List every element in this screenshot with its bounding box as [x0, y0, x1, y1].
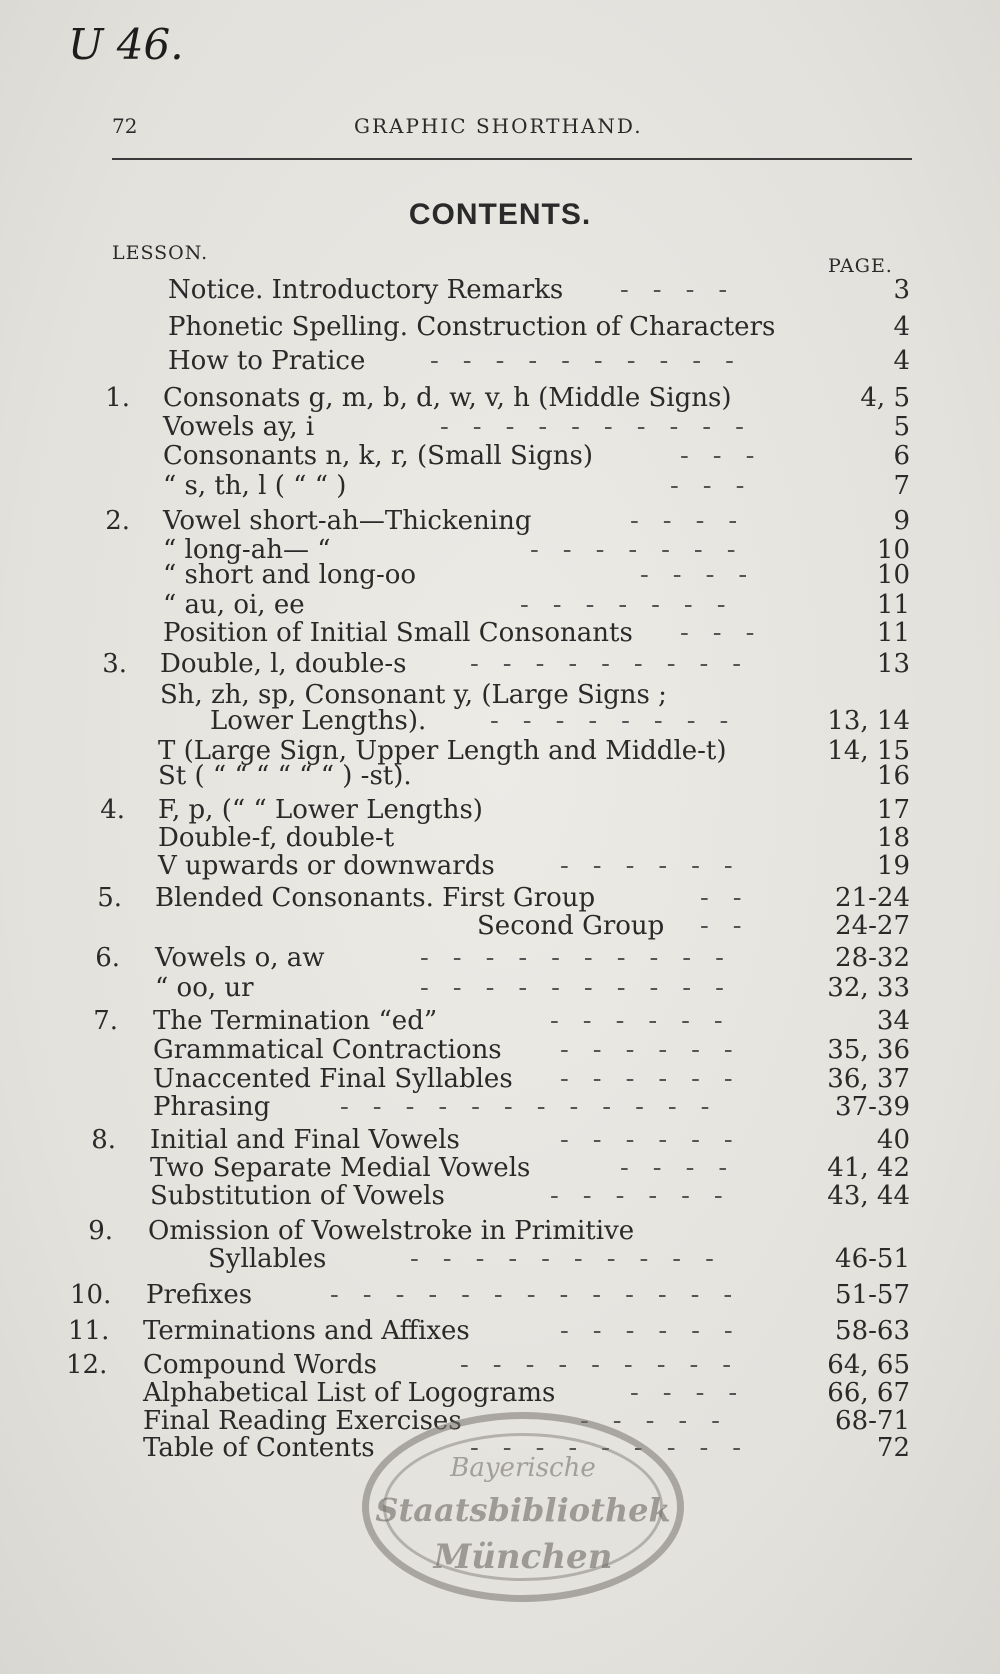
dot-leader: -- — [700, 883, 766, 913]
toc-entry-text: Position of Initial Small Consonants — [163, 618, 633, 648]
toc-entry-text: Consonats g, m, b, d, w, v, h (Middle Signs) — [163, 383, 732, 413]
toc-entry-text: Final Reading Exercises — [143, 1406, 462, 1436]
dot-leader: --- — [680, 618, 779, 648]
toc-entry-text: Grammatical Contractions — [153, 1035, 502, 1065]
lesson-number: 1. — [105, 383, 130, 413]
toc-entry-text: Omission of Vowelstroke in Primitive — [148, 1216, 635, 1246]
dot-leader: --------- — [470, 1433, 766, 1463]
toc-entry-text: Second Group — [477, 911, 665, 941]
toc-entry-text: Compound Words — [143, 1350, 377, 1380]
dot-leader: ------- — [530, 535, 760, 565]
page-reference: 17 — [876, 795, 910, 825]
page-reference: 5 — [893, 412, 910, 442]
toc-row — [0, 275, 1000, 305]
page-reference: 3 — [893, 275, 910, 305]
page-reference: 9 — [893, 506, 910, 536]
toc-row — [0, 649, 1000, 679]
page-reference: 46-51 — [835, 1244, 910, 1274]
toc-row — [0, 1153, 1000, 1183]
toc-entry-text: Vowel short-ah—Thickening — [163, 506, 532, 536]
lesson-number: 9. — [88, 1216, 113, 1246]
stamp-line-2: Staatsbibliothek — [375, 1491, 671, 1529]
dot-leader: ---- — [620, 1153, 752, 1183]
toc-entry-text: Sh, zh, sp, Consonant y, (Large Signs ; — [160, 680, 667, 710]
page-reference: 4, 5 — [860, 383, 910, 413]
toc-row — [0, 346, 1000, 376]
page-reference: 11 — [876, 590, 910, 620]
toc-entry-text: Syllables — [208, 1244, 327, 1274]
toc-row — [0, 795, 1000, 825]
toc-entry-text: Phrasing — [153, 1092, 271, 1122]
page-reference: 40 — [876, 1125, 910, 1155]
toc-entry-text: Vowels ay, i — [163, 412, 315, 442]
toc-entry-text: Substitution of Vowels — [150, 1181, 445, 1211]
toc-row — [0, 412, 1000, 442]
lesson-number: 7. — [93, 1006, 118, 1036]
toc-row — [0, 1216, 1000, 1246]
toc-entry-text: Table of Contents — [143, 1433, 375, 1463]
toc-row — [0, 883, 1000, 913]
toc-row — [0, 761, 1000, 791]
dot-leader: ---------- — [420, 973, 748, 1003]
stamp-line-3: München — [433, 1537, 613, 1577]
toc-row — [0, 943, 1000, 973]
dot-leader: ------ — [550, 1181, 747, 1211]
toc-row — [0, 911, 1000, 941]
contents-title: CONTENTS. — [408, 198, 592, 231]
page-reference: 13 — [876, 649, 910, 679]
toc-entry-text: Unaccented Final Syllables — [153, 1064, 513, 1094]
toc-entry-text: Initial and Final Vowels — [150, 1125, 460, 1155]
toc-entry-text: V upwards or downwards — [158, 851, 495, 881]
dot-leader: --------- — [460, 1350, 756, 1380]
toc-row — [0, 1378, 1000, 1408]
toc-row — [0, 1244, 1000, 1274]
toc-entry-text: Double, l, double-s — [160, 649, 407, 679]
toc-entry-text: Blended Consonants. First Group — [155, 883, 596, 913]
page-reference: 19 — [876, 851, 910, 881]
toc-entry-text: Consonants n, k, r, (Small Signs) — [163, 441, 594, 471]
toc-row — [0, 618, 1000, 648]
toc-entry-text: Prefixes — [146, 1280, 253, 1310]
toc-entry-text: Two Separate Medial Vowels — [150, 1153, 531, 1183]
handwritten-shelfmark: U 46. — [68, 20, 184, 69]
dot-leader: ---------- — [420, 943, 748, 973]
page-reference: 58-63 — [835, 1316, 910, 1346]
toc-row — [0, 1125, 1000, 1155]
toc-row — [0, 706, 1000, 736]
toc-entry-text: Lower Lengths). — [210, 706, 427, 736]
dot-leader: -- — [700, 911, 766, 941]
page-reference: 4 — [893, 346, 910, 376]
toc-row — [0, 1181, 1000, 1211]
page-number: 72 — [112, 114, 138, 138]
page-column-heading: PAGE. — [828, 255, 893, 277]
dot-leader: --------- — [470, 649, 766, 679]
page-reference: 32, 33 — [827, 973, 910, 1003]
dot-leader: ------------ — [340, 1092, 734, 1122]
toc-row — [0, 1064, 1000, 1094]
lesson-number: 4. — [100, 795, 125, 825]
page-reference: 68-71 — [835, 1406, 910, 1436]
page-reference: 18 — [876, 823, 910, 853]
dot-leader: ---- — [620, 275, 752, 305]
page-reference: 16 — [876, 761, 910, 791]
page-reference: 24-27 — [835, 911, 910, 941]
lesson-number: 12. — [66, 1350, 108, 1380]
toc-row — [0, 560, 1000, 590]
page-reference: 28-32 — [835, 943, 910, 973]
page-reference: 11 — [876, 618, 910, 648]
toc-entry-text: F, p, (“ “ Lower Lengths) — [158, 795, 483, 825]
toc-entry-text: Phonetic Spelling. Construction of Characters — [168, 312, 776, 342]
page-reference: 41, 42 — [827, 1153, 910, 1183]
toc-row — [0, 506, 1000, 536]
toc-row — [0, 590, 1000, 620]
dot-leader: ---------- — [430, 346, 758, 376]
toc-row — [0, 441, 1000, 471]
lesson-number: 8. — [91, 1125, 116, 1155]
dot-leader: ------ — [560, 851, 757, 881]
toc-row — [0, 312, 1000, 342]
toc-row — [0, 383, 1000, 413]
toc-row — [0, 1316, 1000, 1346]
dot-leader: ------ — [560, 1064, 757, 1094]
lesson-column-heading: LESSON. — [112, 242, 209, 264]
page-reference: 66, 67 — [827, 1378, 910, 1408]
dot-leader: ----- — [580, 1406, 744, 1436]
dot-leader: ---------- — [410, 1244, 738, 1274]
page-reference: 21-24 — [835, 883, 910, 913]
page-reference: 36, 37 — [827, 1064, 910, 1094]
dot-leader: ------ — [560, 1125, 757, 1155]
page-reference: 43, 44 — [827, 1181, 910, 1211]
page-reference: 6 — [893, 441, 910, 471]
dot-leader: ------ — [560, 1316, 757, 1346]
dot-leader: ---- — [630, 506, 762, 536]
header-rule — [112, 158, 912, 160]
page-reference: 72 — [876, 1433, 910, 1463]
toc-entry-text: “ au, oi, ee — [163, 590, 305, 620]
dot-leader: -------- — [490, 706, 753, 736]
lesson-number: 2. — [105, 506, 130, 536]
running-title: GRAPHIC SHORTHAND. — [354, 114, 643, 138]
toc-entry-text: “ s, th, l ( “ “ ) — [163, 471, 347, 501]
toc-row — [0, 471, 1000, 501]
page-reference: 64, 65 — [827, 1350, 910, 1380]
page-reference: 4 — [893, 312, 910, 342]
toc-row — [0, 851, 1000, 881]
lesson-number: 11. — [68, 1316, 110, 1346]
toc-entry-text: St ( “ “ “ “ “ “ ) -st). — [158, 761, 412, 791]
dot-leader: ---- — [640, 560, 772, 590]
dot-leader: --- — [670, 471, 769, 501]
dot-leader: ------- — [520, 590, 750, 620]
dot-leader: ---- — [630, 1378, 762, 1408]
toc-row — [0, 1350, 1000, 1380]
lesson-number: 5. — [97, 883, 122, 913]
toc-entry-text: Vowels o, aw — [155, 943, 325, 973]
page-reference: 35, 36 — [827, 1035, 910, 1065]
toc-row — [0, 1035, 1000, 1065]
toc-entry-text: T (Large Sign, Upper Length and Middle-t) — [158, 736, 727, 766]
dot-leader: ---------- — [440, 412, 768, 442]
toc-entry-text: Double-f, double-t — [158, 823, 395, 853]
toc-entry-text: Terminations and Affixes — [143, 1316, 470, 1346]
toc-entry-text: Notice. Introductory Remarks — [168, 275, 564, 305]
library-stamp — [362, 1412, 684, 1602]
dot-leader: --- — [680, 441, 779, 471]
dot-leader: ------------- — [330, 1280, 757, 1310]
toc-row — [0, 1092, 1000, 1122]
toc-entry-text: How to Pratice — [168, 346, 366, 376]
lesson-number: 3. — [102, 649, 127, 679]
page-reference: 34 — [876, 1006, 910, 1036]
page-reference: 37-39 — [835, 1092, 910, 1122]
lesson-number: 6. — [95, 943, 120, 973]
toc-entry-text: Alphabetical List of Logograms — [143, 1378, 556, 1408]
toc-entry-text: “ oo, ur — [155, 973, 254, 1003]
page-reference: 10 — [876, 560, 910, 590]
toc-entry-text: The Termination “ed” — [153, 1006, 438, 1036]
toc-row — [0, 1280, 1000, 1310]
dot-leader: ------ — [550, 1006, 747, 1036]
toc-row — [0, 823, 1000, 853]
stamp-line-1: Bayerische — [450, 1453, 596, 1483]
toc-entry-text: “ long-ah— “ — [163, 535, 331, 565]
page-reference: 7 — [893, 471, 910, 501]
dot-leader: ------ — [560, 1035, 757, 1065]
page-reference: 51-57 — [835, 1280, 910, 1310]
page-reference: 13, 14 — [827, 706, 910, 736]
toc-entry-text: “ short and long-oo — [163, 560, 417, 590]
toc-row — [0, 1006, 1000, 1036]
page-reference: 14, 15 — [827, 736, 910, 766]
toc-row — [0, 973, 1000, 1003]
page-reference: 10 — [876, 535, 910, 565]
lesson-number: 10. — [70, 1280, 112, 1310]
